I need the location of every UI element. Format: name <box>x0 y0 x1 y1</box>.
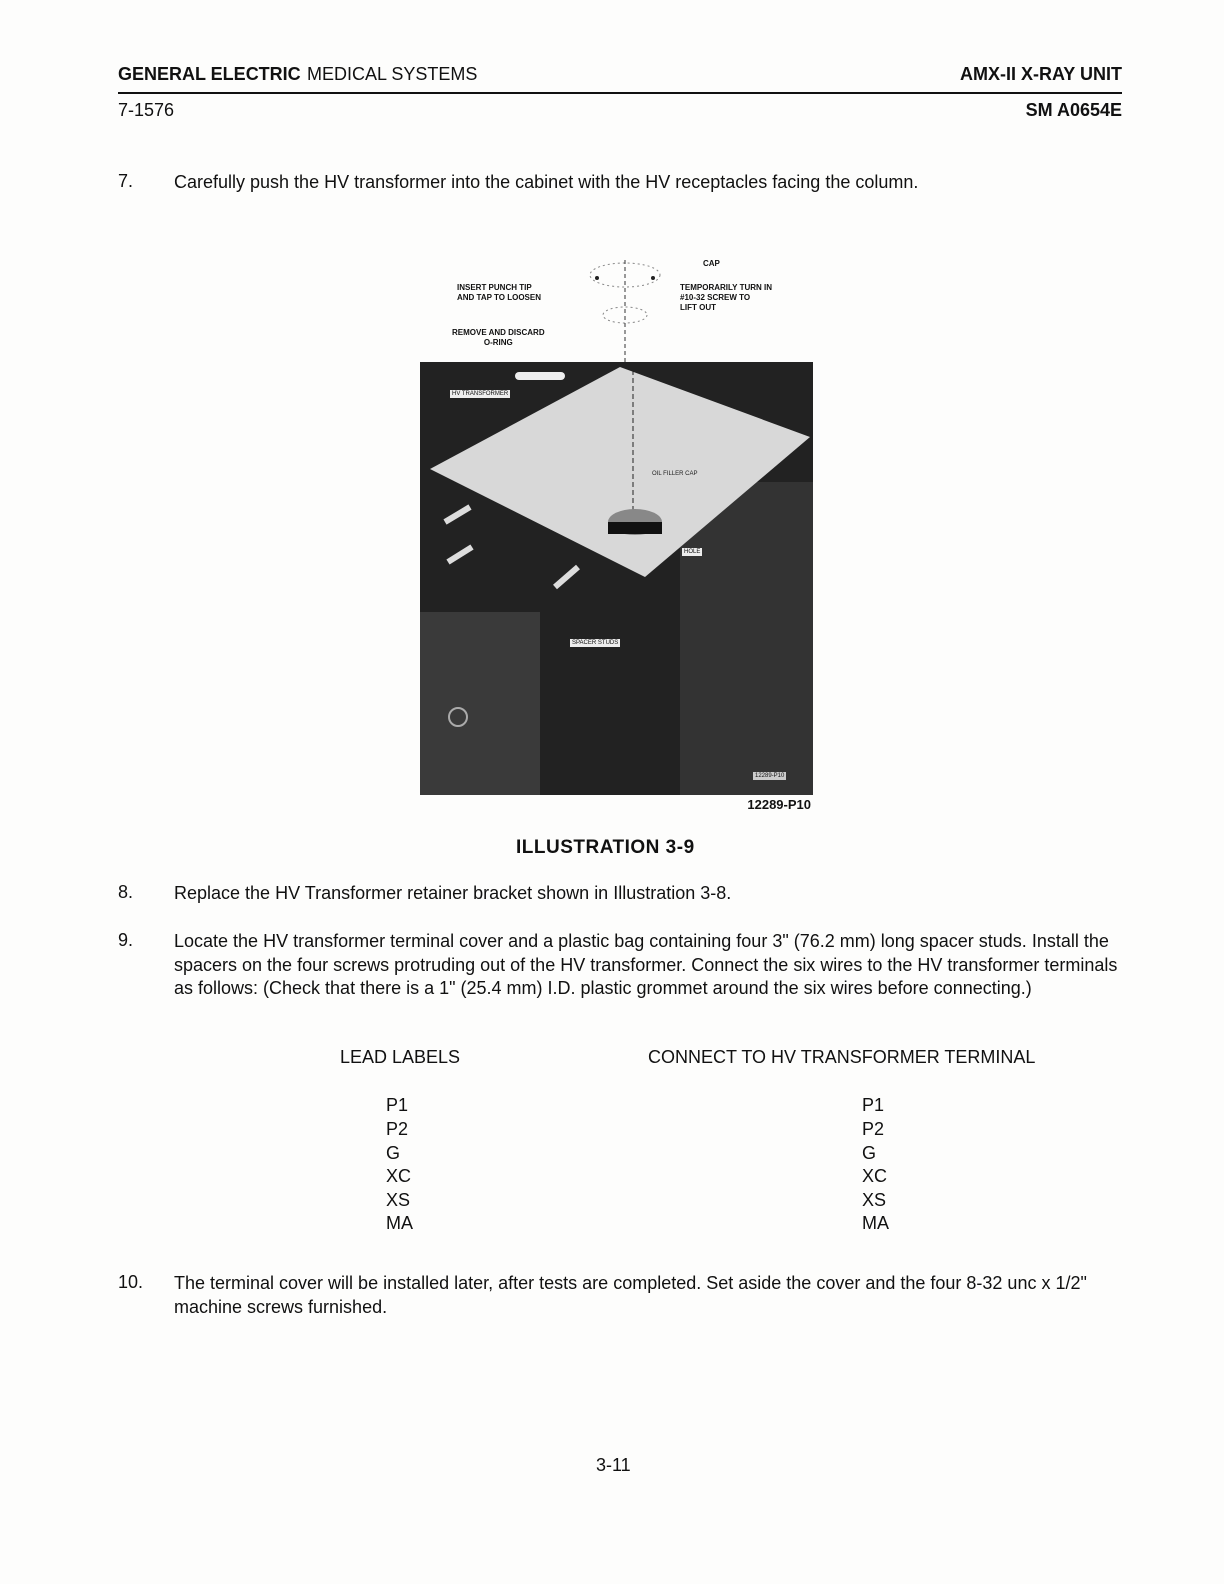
tag-photo-id: 12289-P10 <box>755 773 785 779</box>
table-cell: XC <box>862 1166 888 1186</box>
tag-hv-transformer: HV TRANSFORMER <box>452 391 509 397</box>
step-number: 9. <box>118 930 134 950</box>
header-rule <box>118 92 1122 94</box>
table-cell: P2 <box>386 1119 409 1139</box>
step-text: The terminal cover will be installed later, after tests are completed. Set aside the cover and the four 8-32 unc x 1/2" machine screws furnished. <box>174 1273 1087 1317</box>
table-cell: MA <box>862 1213 889 1233</box>
step-text: Replace the HV Transformer retainer bracket shown in Illustration 3-8. <box>174 883 732 903</box>
header-division: MEDICAL SYSTEMS <box>307 64 478 84</box>
callout-punch: INSERT PUNCH TIP AND TAP TO LOOSEN <box>457 283 542 302</box>
step-text: Carefully push the HV transformer into the cabinet with the HV receptacles facing the column. <box>174 172 919 192</box>
table-cell: G <box>386 1143 401 1163</box>
tag-hole: HOLE <box>684 549 701 555</box>
tag-spacer-studs: SPACER STUDS <box>572 640 619 646</box>
table-header: LEAD LABELS <box>340 1047 461 1067</box>
cap-exploded-diagram <box>580 250 690 365</box>
callout-turn-screw: TEMPORARILY TURN IN #10-32 SCREW TO LIFT OUT <box>680 283 773 312</box>
step-number: 10. <box>118 1272 144 1292</box>
transformer-photo <box>420 362 813 795</box>
illustration-caption: ILLUSTRATION 3-9 <box>516 837 695 858</box>
table-cell: P1 <box>386 1095 409 1115</box>
step-number: 8. <box>118 882 134 902</box>
table-header: CONNECT TO HV TRANSFORMER TERMINAL <box>648 1047 1036 1067</box>
table-cell: P2 <box>862 1119 885 1139</box>
table-cell: G <box>862 1143 877 1163</box>
header-company: GENERAL ELECTRIC <box>118 64 301 84</box>
page-number: 3-11 <box>596 1455 631 1475</box>
table-cell: XC <box>386 1166 412 1186</box>
callout-oring: REMOVE AND DISCARD O-RING <box>452 328 545 347</box>
table-cell: MA <box>386 1213 413 1233</box>
table-cell: P1 <box>862 1095 885 1115</box>
table-cell: XS <box>862 1190 887 1210</box>
header-product: AMX-II X-RAY UNIT <box>959 64 1122 84</box>
tag-oil-filler-cap: OIL FILLER CAP <box>652 471 698 477</box>
callout-cap: CAP <box>703 259 720 268</box>
table-cell: XS <box>386 1190 411 1210</box>
step-text: Locate the HV transformer terminal cover and a plastic bag containing four 3" (76.2 mm) long spacer studs. Install the spacers on the four screws protruding out of the HV transformer. Connect the six wires to the HV transformer terminals as follows: (Check that there is a 1" (25.4 mm) I.D. plastic grommet around the six wires before connecting.) <box>174 931 1118 998</box>
header-doc-number: 7-1576 <box>118 100 175 120</box>
figure-id: 12289-P10 <box>747 797 811 812</box>
header-manual-id: SM A0654E <box>1025 100 1122 120</box>
step-number: 7. <box>118 171 134 191</box>
